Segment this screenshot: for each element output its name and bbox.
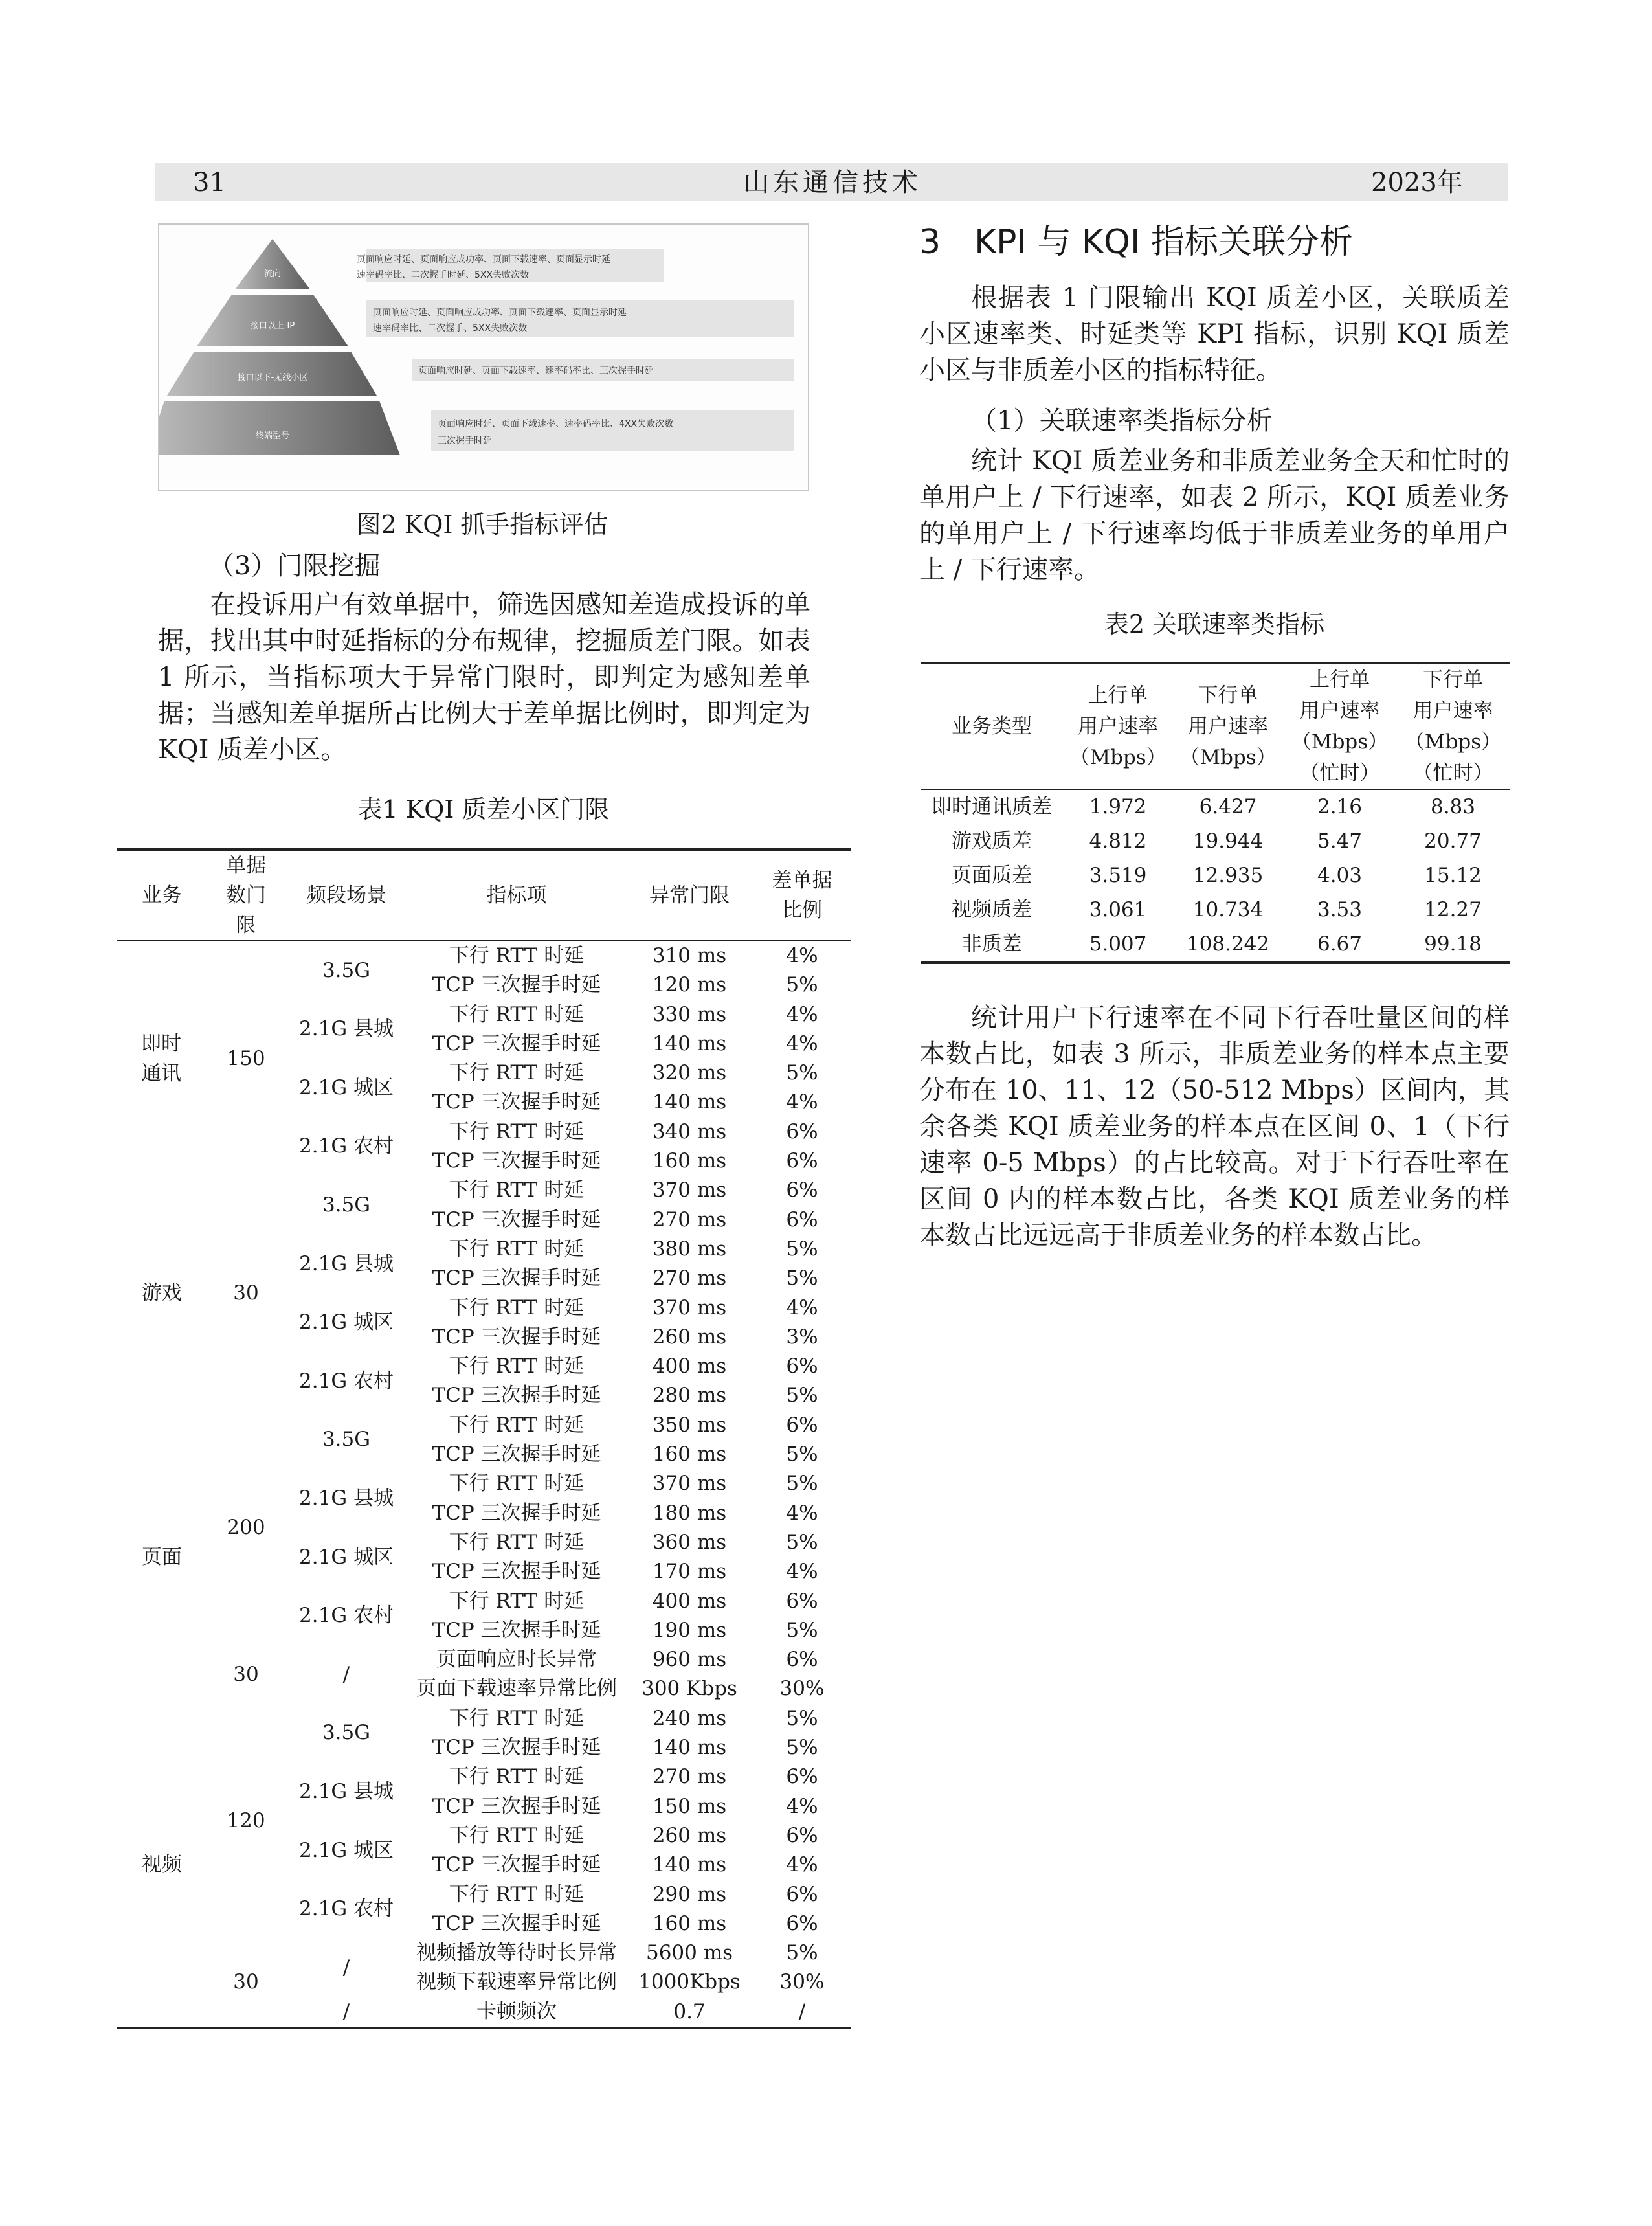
ratio-cell: 6% — [786, 1765, 818, 1789]
ratio-cell: 6% — [786, 1823, 818, 1847]
threshold-cell: 120 ms — [652, 973, 727, 997]
rate-value-cell: 19.944 — [1192, 829, 1264, 853]
metric-cell: TCP 三次握手时延 — [432, 1208, 601, 1231]
ratio-cell: 6% — [786, 1119, 818, 1143]
table-2-caption: 表2 关联速率类指标 — [1104, 610, 1325, 638]
threshold-cell: 140 ms — [652, 1031, 727, 1055]
threshold-cell: 160 ms — [652, 1443, 727, 1467]
table-row — [921, 893, 1510, 927]
service-cell: 页面 — [142, 1545, 182, 1569]
ratio-cell: 4% — [786, 1090, 818, 1114]
ratio-cell: 5% — [786, 1384, 818, 1408]
threshold-cell: 5600 ms — [645, 1941, 733, 1965]
table-1-body — [117, 941, 851, 2028]
threshold-cell: 140 ms — [652, 1853, 727, 1877]
ratio-cell: 5% — [786, 1237, 818, 1261]
metric-cell: 视频播放等待时长异常 — [416, 1941, 617, 1965]
service-cell: 即时通讯 — [141, 1032, 181, 1086]
ratio-cell: 6% — [786, 1413, 818, 1437]
ratio-cell: 4% — [786, 1560, 818, 1584]
table-row — [117, 1411, 851, 1440]
ratio-cell: 6% — [786, 1911, 818, 1935]
pyramid-desc-text: 页面响应时延、页面下载速率、速率码率比、4XX失败次数 — [438, 419, 674, 429]
pyramid-tier-1 — [235, 239, 310, 289]
service-cell: 游戏 — [142, 1281, 182, 1305]
service-type-cell: 游戏质差 — [952, 829, 1032, 853]
table-header-cell: 上行单 用户速率 （Mbps） （忙时） — [1291, 668, 1389, 785]
metric-cell: TCP 三次握手时延 — [432, 973, 601, 997]
count-threshold-cell: 200 — [227, 1516, 265, 1540]
threshold-cell: 960 ms — [652, 1648, 727, 1672]
rate-value-cell: 20.77 — [1424, 829, 1482, 853]
pyramid-tier-label: 接口以下-无线小区 — [237, 373, 308, 383]
table-2-body — [921, 789, 1510, 963]
pyramid-desc-text: 速率码率比、二次握手、5XX失败次数 — [373, 323, 528, 333]
metric-cell: 下行 RTT 时延 — [449, 1823, 585, 1847]
service-type-cell: 视频质差 — [952, 898, 1032, 921]
metric-cell: 下行 RTT 时延 — [449, 1530, 585, 1554]
ratio-cell: 4% — [786, 1501, 818, 1525]
ratio-cell: 4% — [786, 1853, 818, 1877]
count-threshold-cell: 30 — [233, 1662, 259, 1686]
ratio-cell: 4% — [786, 1794, 818, 1818]
pyramid-tier-label: 接口以上-IP — [250, 321, 295, 331]
rate-value-cell: 5.007 — [1089, 932, 1147, 956]
rate-value-cell: 6.427 — [1199, 795, 1257, 818]
table-header-cell: 业务类型 — [952, 715, 1032, 738]
ratio-cell: 5% — [786, 1618, 818, 1642]
threshold-cell: 300 Kbps — [642, 1677, 737, 1701]
band-scenario-cell: 2.1G 农村 — [299, 1604, 394, 1628]
metric-cell: TCP 三次握手时延 — [432, 1031, 601, 1055]
threshold-cell: 160 ms — [652, 1911, 727, 1935]
metric-cell: 下行 RTT 时延 — [449, 1472, 585, 1496]
band-scenario-cell: 2.1G 县城 — [299, 1017, 394, 1041]
ratio-cell: 6% — [786, 1648, 818, 1672]
count-threshold-cell: 30 — [233, 1970, 259, 1994]
rate-value-cell: 1.972 — [1089, 795, 1147, 818]
metric-cell: 下行 RTT 时延 — [449, 1765, 585, 1789]
header-year: 2023年 — [1371, 168, 1463, 197]
pyramid-desc-text: 页面响应时延、页面响应成功率、页面下载速率、页面显示时延 — [357, 254, 610, 265]
threshold-cell: 370 ms — [652, 1296, 727, 1320]
table-1-container — [117, 848, 851, 2029]
table-1 — [117, 848, 851, 2029]
metric-cell: 页面下载速率异常比例 — [416, 1677, 617, 1701]
metric-cell: TCP 三次握手时延 — [432, 1149, 601, 1173]
threshold-cell: 340 ms — [652, 1119, 727, 1143]
threshold-cell: 260 ms — [652, 1325, 727, 1349]
threshold-cell: 170 ms — [652, 1560, 727, 1584]
metric-cell: 下行 RTT 时延 — [449, 1355, 585, 1378]
ratio-cell: 30% — [779, 1970, 825, 1994]
table-header-cell: 上行单 用户速率 （Mbps） — [1069, 684, 1166, 769]
table-row — [117, 941, 851, 971]
ratio-cell: 5% — [786, 1706, 818, 1730]
band-scenario-cell: 2.1G 城区 — [299, 1545, 394, 1569]
rate-value-cell: 4.812 — [1089, 829, 1147, 853]
threshold-cell: 370 ms — [652, 1472, 727, 1496]
rate-value-cell: 8.83 — [1430, 795, 1476, 818]
ratio-cell: 6% — [786, 1882, 818, 1906]
band-scenario-cell: 2.1G 城区 — [299, 1075, 394, 1099]
table-row — [117, 1939, 851, 1968]
threshold-cell: 240 ms — [652, 1706, 727, 1730]
band-scenario-cell: 3.5G — [322, 1193, 371, 1217]
table-row — [921, 824, 1510, 859]
pyramid-tier-4 — [159, 401, 400, 455]
pyramid-desc-text: 三次握手时延 — [438, 436, 492, 446]
ratio-cell: 30% — [779, 1677, 825, 1701]
pyramid-desc-text: 速率码率比、二次握手时延、5XX失败次数 — [357, 270, 530, 280]
table-header-cell: 差单据比例 — [772, 869, 832, 922]
band-scenario-cell: 2.1G 城区 — [299, 1838, 394, 1862]
paragraph-rate-stats: 统计 KQI 质差业务和非质差业务全天和忙时的单用户上 / 下行速率，如表 2 所示，KQI 质差业务的单用户上 / 下行速率均低于非质差业务的单用户上 / 下行速率。 — [919, 446, 1510, 585]
threshold-cell: 400 ms — [652, 1355, 727, 1378]
threshold-cell: 1000Kbps — [638, 1970, 741, 1994]
band-scenario-cell: 2.1G 农村 — [299, 1369, 394, 1393]
rate-value-cell: 99.18 — [1424, 932, 1482, 956]
ratio-cell: 6% — [786, 1589, 818, 1613]
metric-cell: 下行 RTT 时延 — [449, 1706, 585, 1730]
journal-name: 山东通信技术 — [743, 168, 922, 197]
metric-cell: TCP 三次握手时延 — [432, 1736, 601, 1760]
threshold-cell: 380 ms — [652, 1237, 727, 1261]
band-scenario-cell: 2.1G 城区 — [299, 1310, 394, 1334]
rate-value-cell: 3.061 — [1089, 898, 1147, 921]
threshold-cell: 270 ms — [652, 1266, 727, 1290]
band-scenario-cell: / — [342, 1999, 350, 2023]
metric-cell: TCP 三次握手时延 — [432, 1560, 601, 1584]
rate-value-cell: 4.03 — [1317, 864, 1363, 887]
table-header-cell: 异常门限 — [649, 884, 730, 907]
band-scenario-cell: 2.1G 农村 — [299, 1134, 394, 1158]
band-scenario-cell: 3.5G — [322, 1428, 371, 1452]
service-type-cell: 页面质差 — [952, 864, 1032, 887]
metric-cell: 卡顿频次 — [476, 1999, 557, 2023]
rate-value-cell: 3.53 — [1317, 898, 1363, 921]
rate-value-cell: 3.519 — [1089, 864, 1147, 887]
ratio-cell: 5% — [786, 1530, 818, 1554]
ratio-cell: 4% — [786, 1002, 818, 1026]
metric-cell: TCP 三次握手时延 — [432, 1618, 601, 1642]
figure-2-caption: 图2 KQI 抓手指标评估 — [356, 510, 608, 539]
metric-cell: 下行 RTT 时延 — [449, 1882, 585, 1906]
table-header-cell: 指标项 — [486, 884, 547, 907]
band-scenario-cell: 3.5G — [322, 1721, 371, 1745]
table-2 — [921, 662, 1510, 964]
paragraph-section-intro: 根据表 1 门限输出 KQI 质差小区，关联质差小区速率类、时延类等 KPI 指标，识别 KQI 质差小区与非质差小区的指标特征。 — [919, 283, 1510, 385]
count-threshold-cell: 30 — [233, 1281, 259, 1305]
rate-value-cell: 2.16 — [1317, 795, 1363, 818]
threshold-cell: 160 ms — [652, 1149, 727, 1173]
metric-cell: TCP 三次握手时延 — [432, 1794, 601, 1818]
rate-value-cell: 12.27 — [1424, 898, 1482, 921]
band-scenario-cell: 2.1G 县城 — [299, 1486, 394, 1510]
section-3-title: 3 KPI 与 KQI 指标关联分析 — [919, 223, 1353, 262]
band-scenario-cell: 2.1G 农村 — [299, 1897, 394, 1921]
table-row — [921, 789, 1510, 824]
figure-2 — [158, 223, 809, 491]
table-row — [117, 1176, 851, 1205]
subheading-threshold-mining: （3）门限挖掘 — [208, 551, 381, 581]
threshold-cell: 0.7 — [673, 1999, 706, 2023]
metric-cell: 下行 RTT 时延 — [449, 1061, 585, 1085]
rate-value-cell: 5.47 — [1317, 829, 1363, 853]
pyramid-desc-text: 页面响应时延、页面响应成功率、页面下载速率、页面显示时延 — [373, 308, 627, 318]
threshold-cell: 140 ms — [652, 1090, 727, 1114]
metric-cell: 下行 RTT 时延 — [449, 1237, 585, 1261]
threshold-cell: 270 ms — [652, 1208, 727, 1231]
table-1-caption: 表1 KQI 质差小区门限 — [357, 795, 610, 824]
rate-value-cell: 15.12 — [1424, 864, 1482, 887]
threshold-cell: 190 ms — [652, 1618, 727, 1642]
metric-cell: 下行 RTT 时延 — [449, 1002, 585, 1026]
ratio-cell: 6% — [786, 1355, 818, 1378]
ratio-cell: 3% — [786, 1325, 818, 1349]
ratio-cell: 5% — [786, 1736, 818, 1760]
metric-cell: 下行 RTT 时延 — [449, 1119, 585, 1143]
service-type-cell: 即时通讯质差 — [932, 795, 1052, 818]
band-scenario-cell: 3.5G — [322, 958, 371, 982]
ratio-cell: 4% — [786, 1296, 818, 1320]
table-header-cell: 频段场景 — [306, 884, 386, 907]
ratio-cell: 5% — [786, 1443, 818, 1467]
rate-value-cell: 10.734 — [1192, 898, 1264, 921]
table-header-cell: 下行单 用户速率 （Mbps） （忙时） — [1404, 668, 1502, 785]
service-cell: 视频 — [142, 1853, 182, 1877]
table-header-cell: 单据数门限 — [226, 854, 266, 937]
table-row — [117, 1704, 851, 1733]
subheading-rate-analysis: （1）关联速率类指标分析 — [971, 406, 1273, 436]
metric-cell: TCP 三次握手时延 — [432, 1384, 601, 1408]
threshold-cell: 310 ms — [652, 944, 727, 967]
metric-cell: TCP 三次握手时延 — [432, 1853, 601, 1877]
threshold-cell: 270 ms — [652, 1765, 727, 1789]
metric-cell: TCP 三次握手时延 — [432, 1443, 601, 1467]
table-1-header-row — [117, 849, 851, 941]
table-header-cell: 业务 — [142, 884, 182, 907]
metric-cell: TCP 三次握手时延 — [432, 1911, 601, 1935]
count-threshold-cell: 120 — [227, 1809, 265, 1833]
table-row — [921, 859, 1510, 893]
metric-cell: TCP 三次握手时延 — [432, 1325, 601, 1349]
ratio-cell: 5% — [786, 1941, 818, 1965]
threshold-cell: 140 ms — [652, 1736, 727, 1760]
rate-value-cell: 12.935 — [1192, 864, 1264, 887]
ratio-cell: 6% — [786, 1149, 818, 1173]
ratio-cell: 5% — [786, 973, 818, 997]
pyramid-desc-text: 页面响应时延、页面下载速率、速率码率比、三次握手时延 — [418, 366, 654, 376]
service-type-cell: 非质差 — [961, 932, 1022, 956]
kqi-pyramid-diagram — [159, 225, 808, 490]
threshold-cell: 260 ms — [652, 1823, 727, 1847]
table-row — [117, 1645, 851, 1674]
table-2-header-row — [921, 663, 1510, 789]
threshold-cell: 290 ms — [652, 1882, 727, 1906]
pyramid-tier-2 — [197, 295, 348, 346]
table-row — [921, 927, 1510, 963]
ratio-cell: 5% — [786, 1266, 818, 1290]
threshold-cell: 180 ms — [652, 1501, 727, 1525]
metric-cell: TCP 三次握手时延 — [432, 1266, 601, 1290]
pyramid-tier-label: 流向 — [263, 269, 282, 279]
ratio-cell: 4% — [786, 1031, 818, 1055]
table-2-container — [921, 662, 1510, 964]
metric-cell: 视频下载速率异常比例 — [416, 1970, 617, 1994]
band-scenario-cell: 2.1G 县城 — [299, 1252, 394, 1276]
threshold-cell: 320 ms — [652, 1061, 727, 1085]
threshold-cell: 360 ms — [652, 1530, 727, 1554]
ratio-cell: 4% — [786, 944, 818, 967]
count-threshold-cell: 150 — [227, 1046, 265, 1070]
table-header-cell: 下行单 用户速率 （Mbps） — [1179, 684, 1277, 769]
page-number: 31 — [193, 168, 226, 197]
metric-cell: 下行 RTT 时延 — [449, 1413, 585, 1437]
paragraph-threshold: 在投诉用户有效单据中，筛选因感知差造成投诉的单据，找出其中时延指标的分布规律，挖掘质差门限。如表 1 所示，当指标项大于异常门限时，即判定为感知差单据；当感知差单据所占比例大于差单据比例时，即判定为 KQI 质差小区。 — [158, 590, 810, 765]
paragraph-throughput-distribution: 统计用户下行速率在不同下行吞吐量区间的样本数占比，如表 3 所示，非质差业务的样本点主要分布在 10、11、12（50-512 Mbps）区间内，其余各类 KQI 质差业务的样本点在区间 0、1（下行速率 0-5 Mbps）的占比较高。对于下行吞吐率在区间 0 内的样本数占比，各类 KQI 质差业务的样本数占比远远高于非质差业务的样本数占比。 — [919, 1003, 1510, 1250]
metric-cell: 下行 RTT 时延 — [449, 1296, 585, 1320]
band-scenario-cell: / — [342, 1955, 350, 1979]
rate-value-cell: 6.67 — [1317, 932, 1363, 956]
metric-cell: 下行 RTT 时延 — [449, 944, 585, 967]
ratio-cell: 5% — [786, 1472, 818, 1496]
metric-cell: TCP 三次握手时延 — [432, 1090, 601, 1114]
threshold-cell: 370 ms — [652, 1178, 727, 1202]
metric-cell: 下行 RTT 时延 — [449, 1178, 585, 1202]
band-scenario-cell: 2.1G 县城 — [299, 1779, 394, 1803]
pyramid-tier-label: 终端型号 — [255, 431, 290, 441]
ratio-cell: 6% — [786, 1208, 818, 1231]
metric-cell: TCP 三次握手时延 — [432, 1501, 601, 1525]
threshold-cell: 330 ms — [652, 1002, 727, 1026]
rate-value-cell: 108.242 — [1186, 932, 1270, 956]
band-scenario-cell: / — [342, 1662, 350, 1686]
threshold-cell: 150 ms — [652, 1794, 727, 1818]
ratio-cell: 5% — [786, 1061, 818, 1085]
ratio-cell: 6% — [786, 1178, 818, 1202]
metric-cell: 下行 RTT 时延 — [449, 1589, 585, 1613]
metric-cell: 页面响应时长异常 — [436, 1648, 597, 1672]
threshold-cell: 400 ms — [652, 1589, 727, 1613]
threshold-cell: 280 ms — [652, 1384, 727, 1408]
ratio-cell: / — [798, 1999, 806, 2023]
threshold-cell: 350 ms — [652, 1413, 727, 1437]
